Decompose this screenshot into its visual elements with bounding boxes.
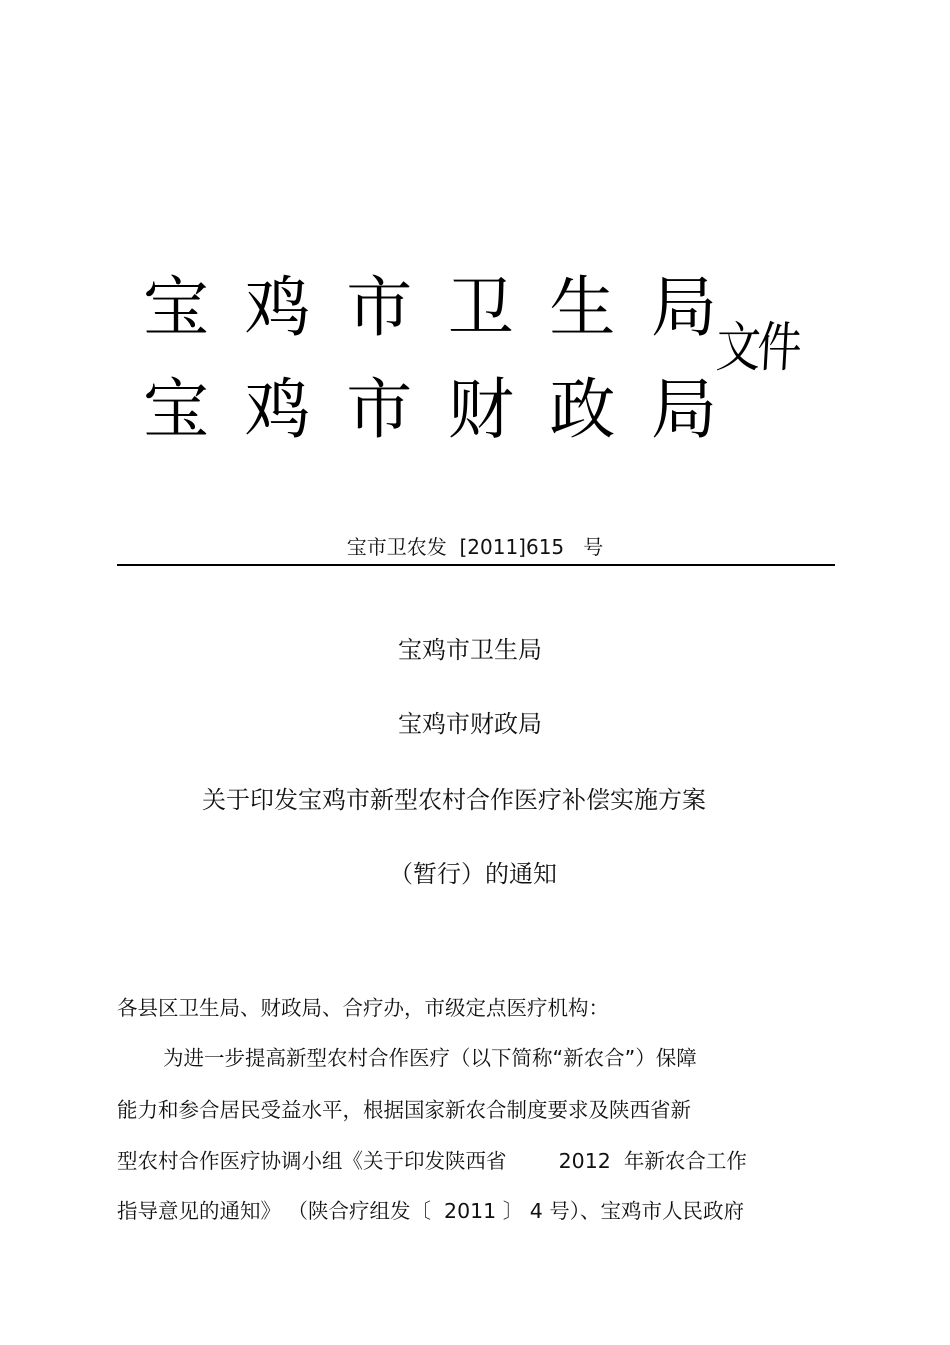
document-suffix: 文件	[714, 316, 801, 379]
issuer-char: 鸡	[244, 371, 311, 448]
title-issuer-2: 宝鸡市财政局	[398, 710, 542, 738]
issuer-char: 宝	[143, 371, 209, 448]
body-line: 型农村合作医疗协调小组《关于印发陕西省 2012 年新农合工作	[117, 1149, 747, 1173]
issuer-char: 生	[549, 269, 616, 346]
title-subject-suffix: （暂行）的通知	[389, 860, 557, 888]
issuer-char: 财	[447, 371, 514, 448]
body-line: 能力和参合居民受益水平，根据国家新农合制度要求及陕西省新	[117, 1098, 691, 1122]
issuer-char: 市	[346, 269, 413, 346]
issuer-char: 局	[650, 371, 717, 448]
issuer-char: 宝	[143, 269, 209, 346]
issuer-health-bureau	[140, 269, 720, 346]
salutation: 各县区卫生局、财政局、合疗办，市级定点医疗机构：	[117, 996, 609, 1020]
title-issuer-1: 宝鸡市卫生局	[398, 636, 542, 664]
title-subject: 关于印发宝鸡市新型农村合作医疗补偿实施方案	[202, 786, 706, 814]
header-divider	[117, 564, 835, 566]
issuer-char: 市	[346, 371, 413, 448]
document-number	[0, 533, 950, 561]
issuer-char: 卫	[447, 269, 514, 346]
issuer-char: 鸡	[244, 269, 311, 346]
document-number-text: 宝市卫农发 [2011]615 号	[346, 535, 604, 559]
body-line: 指导意见的通知》 （陕合疗组发〔 2011 〕 4 号）、宝鸡市人民政府	[117, 1199, 745, 1223]
issuer-char: 局	[650, 269, 717, 346]
issuer-finance-bureau	[140, 371, 720, 448]
issuer-char: 政	[549, 371, 616, 448]
body-line: 为进一步提高新型农村合作医疗（以下简称“新农合”）保障	[163, 1046, 697, 1070]
